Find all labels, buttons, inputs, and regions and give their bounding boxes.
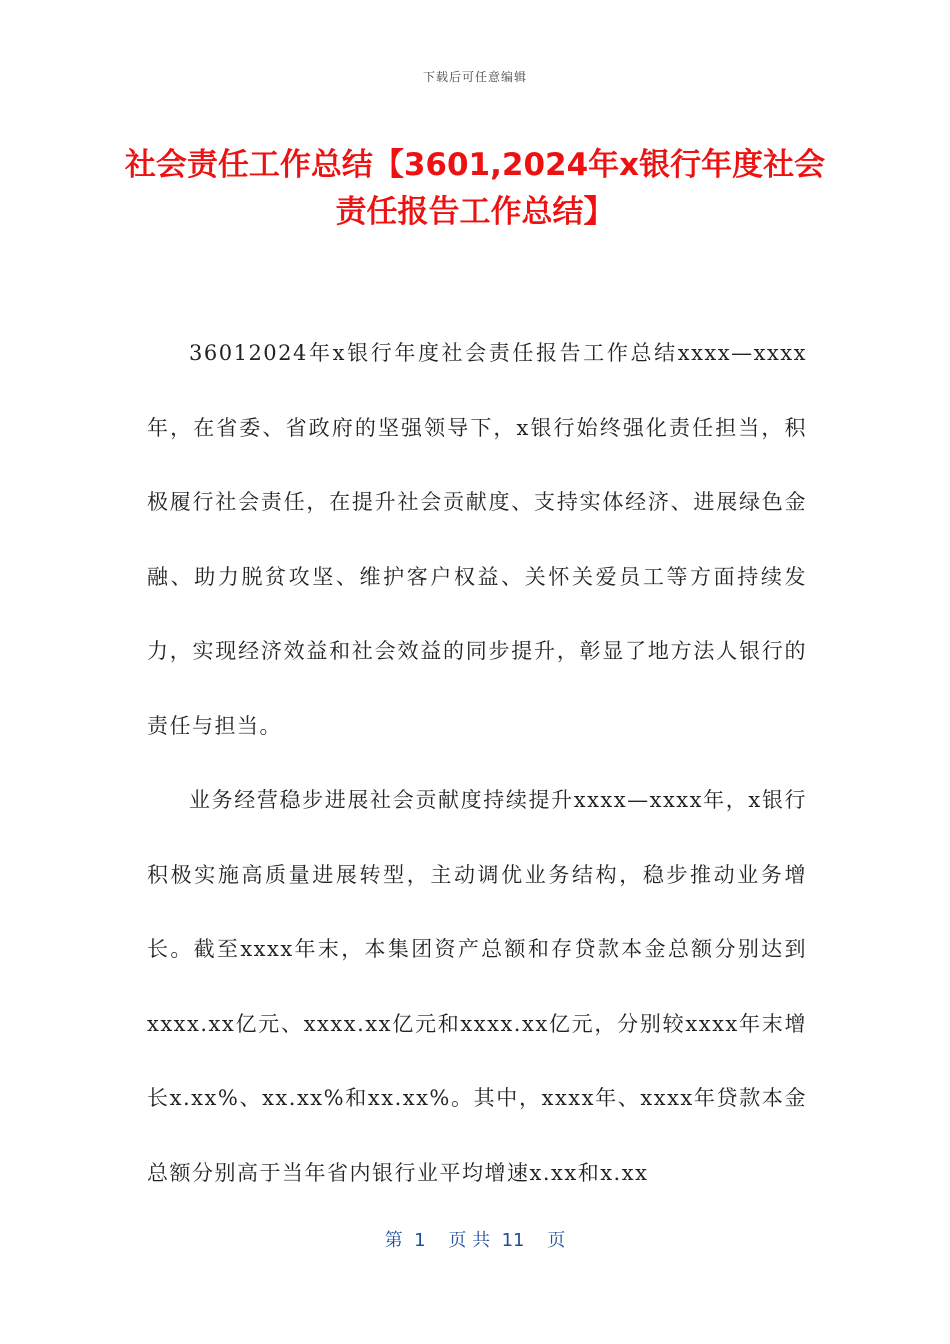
paragraph: 业务经营稳步进展社会贡献度持续提升xxxx—xxxx年，x银行积极实施高质量进展转型，主动调优业务结构，稳步推动业务增长。截至xxxx年末，本集团资产总额和存贷款本金总额分别达到xxxx.xx亿元、xxxx.xx亿元和xxxx.xx亿元，分别较xxxx年末增长x.xx%、xx.xx%和xx.xx%。其中，xxxx年、xxxx年贷款本金总额分别高于当年省内银行业平均增速x.xx和x.xx <box>147 788 807 1185</box>
download-note: 下载后可任意编辑 <box>422 70 527 84</box>
document-title: 社会责任工作总结【3601,2024年x银行年度社会责任报告工作总结】 <box>124 147 826 230</box>
document-body <box>147 316 807 1210</box>
page-number-footer: 第 1 页 共 11 页 <box>384 1230 566 1251</box>
paragraph: 36012024年x银行年度社会责任报告工作总结xxxx—xxxx年，在省委、省政府的坚强领导下，x银行始终强化责任担当，积极履行社会责任，在提升社会贡献度、支持实体经济、进展绿色金融、助力脱贫攻坚、维护客户权益、关怀关爱员工等方面持续发力，实现经济效益和社会效益的同步提升，彰显了地方法人银行的责任与担当。 <box>147 341 807 738</box>
